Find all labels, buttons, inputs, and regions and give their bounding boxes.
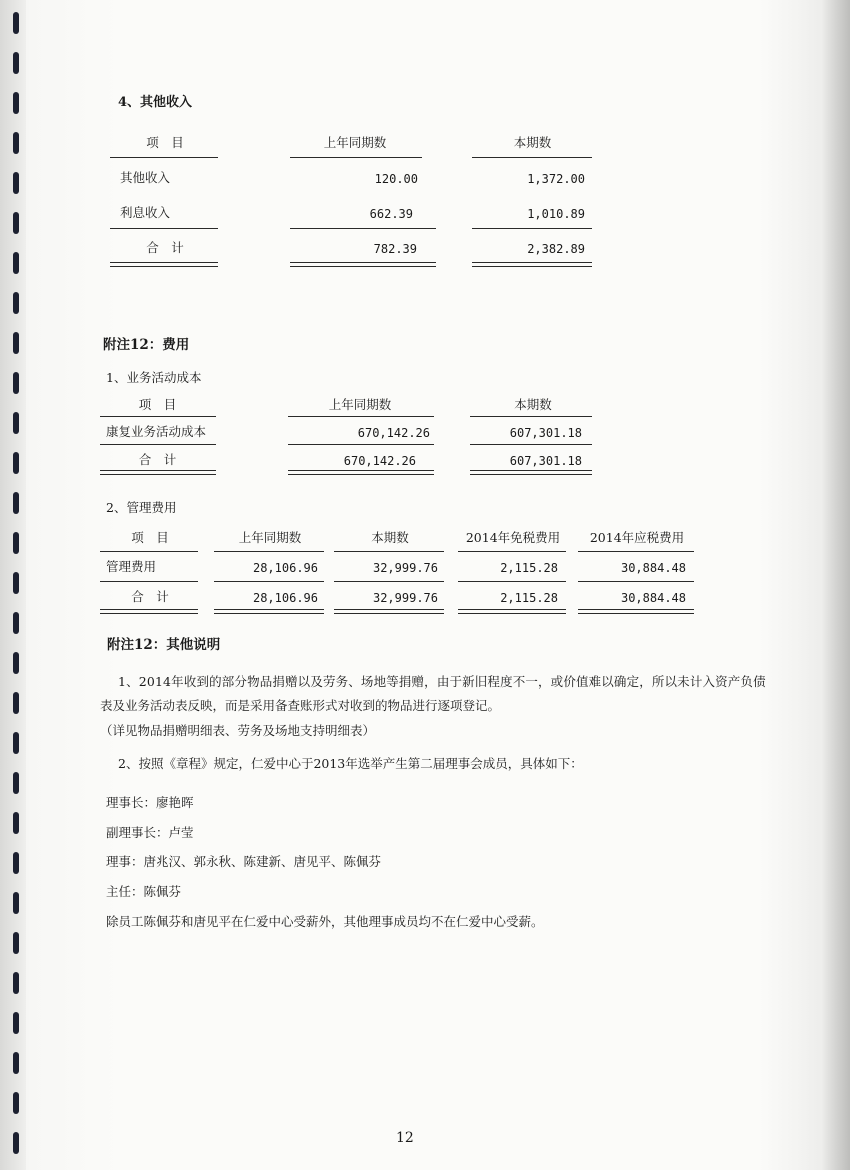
total-prev-value: 28,106.96 <box>252 591 318 605</box>
paragraph-salary-note: 除员工陈佩芬和唐见平在仁爱中心受薪外，其他理事成员均不在仁爱中心受薪。 <box>106 914 544 929</box>
total-current-value: 607,301.18 <box>509 454 582 468</box>
header-current-period: 本期数 <box>513 135 552 150</box>
paragraph-board-intro: 2、按照《章程》规定，仁爱中心于2013年选举产生第二届理事会成员，具体如下： <box>118 756 583 771</box>
header-underline <box>458 551 566 552</box>
binding-hole <box>13 1052 19 1074</box>
header-item: 项 目 <box>146 135 184 150</box>
header-underline <box>578 551 694 552</box>
binding-hole <box>13 132 19 154</box>
note-title-other-remarks: 附注12：其他说明 <box>107 637 221 653</box>
header-underline <box>334 551 444 552</box>
row-prev-value: 662.39 <box>369 207 413 221</box>
header-item: 项 目 <box>138 397 177 412</box>
binding-hole <box>13 332 19 354</box>
page-number: 12 <box>396 1130 414 1146</box>
binding-hole <box>13 932 19 954</box>
header-underline <box>100 416 216 417</box>
total-double-line <box>470 470 592 475</box>
row-prev-value: 120.00 <box>374 172 418 186</box>
subtotal-line <box>470 444 592 445</box>
total-double-line <box>110 262 218 267</box>
total-double-line <box>458 609 566 614</box>
binding-hole <box>13 812 19 834</box>
binding-hole <box>13 212 19 234</box>
binding-hole <box>13 492 19 514</box>
binding-hole <box>13 412 19 434</box>
binding-hole <box>13 52 19 74</box>
header-prev-period: 上年同期数 <box>238 530 302 545</box>
subtotal-line <box>458 581 566 582</box>
row-label: 康复业务活动成本 <box>106 424 207 439</box>
binding-hole <box>13 732 19 754</box>
binding-hole <box>13 892 19 914</box>
total-current-value: 2,382.89 <box>527 242 585 256</box>
subtotal-line <box>288 444 434 445</box>
binding-hole <box>13 772 19 794</box>
binding-hole <box>13 12 19 34</box>
binding-hole <box>13 1132 19 1154</box>
subsection-title-business-cost: 1、业务活动成本 <box>106 370 202 385</box>
binding-hole <box>13 572 19 594</box>
header-underline <box>470 416 592 417</box>
header-current-period: 本期数 <box>514 397 552 412</box>
binding-hole <box>13 612 19 634</box>
binding-hole <box>13 1012 19 1034</box>
binding-hole <box>13 372 19 394</box>
paragraph-donations-line3: （详见物品捐赠明细表、劳务及场地支持明细表） <box>100 723 376 738</box>
header-underline <box>472 157 592 158</box>
header-item: 项 目 <box>131 530 169 545</box>
paragraph-donations-line1: 1、2014年收到的部分物品捐赠以及劳务、场地等捐赠，由于新旧程度不一，或价值难以确定，所以未计入资产负债 <box>118 674 766 689</box>
row-prev-value: 28,106.96 <box>252 561 318 575</box>
binding-hole <box>13 92 19 114</box>
total-label: 合 计 <box>138 452 177 467</box>
section-title-other-income: 4、其他收入 <box>118 95 193 110</box>
subtotal-line <box>290 228 436 229</box>
row-prev-value: 670,142.26 <box>357 426 430 440</box>
total-current-value: 32,999.76 <box>372 591 438 605</box>
row-current-value: 1,372.00 <box>527 172 585 186</box>
total-double-line <box>214 609 324 614</box>
total-taxable-value: 30,884.48 <box>620 591 686 605</box>
total-prev-value: 782.39 <box>373 242 417 256</box>
subsection-title-admin-expenses: 2、管理费用 <box>106 500 177 515</box>
subtotal-line <box>110 228 218 229</box>
total-double-line <box>100 609 198 614</box>
total-prev-value: 670,142.26 <box>343 454 416 468</box>
row-label: 其他收入 <box>120 170 171 185</box>
binding-hole <box>13 972 19 994</box>
subtotal-line <box>100 581 198 582</box>
total-double-line <box>578 609 694 614</box>
binding-hole <box>13 452 19 474</box>
subtotal-line <box>100 444 216 445</box>
note-title-expenses: 附注12：费用 <box>103 337 190 353</box>
total-double-line <box>472 262 592 267</box>
subtotal-line <box>334 581 444 582</box>
board-directors: 理事：唐兆汉、郭永秋、陈建新、唐见平、陈佩芬 <box>106 854 382 869</box>
row-label: 管理费用 <box>106 559 157 574</box>
total-double-line <box>290 262 436 267</box>
total-exempt-value: 2,115.28 <box>500 591 558 605</box>
header-underline <box>110 157 218 158</box>
subtotal-line <box>472 228 592 229</box>
header-exempt-expense: 2014年免税费用 <box>465 530 561 545</box>
header-underline <box>288 416 434 417</box>
binding-hole <box>13 852 19 874</box>
total-double-line <box>334 609 444 614</box>
row-label: 利息收入 <box>120 205 171 220</box>
row-current-value: 607,301.18 <box>509 426 582 440</box>
paragraph-donations-line2: 表及业务活动表反映，而是采用备查账形式对收到的物品进行逐项登记。 <box>100 698 501 713</box>
page-edge-shadow <box>822 0 850 1170</box>
subtotal-line <box>578 581 694 582</box>
header-underline <box>290 157 422 158</box>
total-double-line <box>288 470 434 475</box>
header-underline <box>214 551 324 552</box>
binding-hole <box>13 252 19 274</box>
binding-hole <box>13 652 19 674</box>
board-chair: 理事长：廖艳晖 <box>106 795 194 810</box>
header-taxable-expense: 2014年应税费用 <box>589 530 685 545</box>
subtotal-line <box>214 581 324 582</box>
header-underline <box>100 551 198 552</box>
row-taxable-value: 30,884.48 <box>620 561 686 575</box>
row-exempt-value: 2,115.28 <box>500 561 558 575</box>
row-current-value: 1,010.89 <box>527 207 585 221</box>
binding-hole <box>13 532 19 554</box>
binding-hole <box>13 1092 19 1114</box>
header-current-period: 本期数 <box>371 530 409 545</box>
row-current-value: 32,999.76 <box>372 561 438 575</box>
binding-hole <box>13 292 19 314</box>
binding-hole <box>13 692 19 714</box>
binding-hole <box>13 172 19 194</box>
total-label: 合 计 <box>131 589 169 604</box>
total-double-line <box>100 470 216 475</box>
header-prev-period: 上年同期数 <box>328 397 392 412</box>
center-director: 主任：陈佩芬 <box>106 884 182 899</box>
board-vice-chair: 副理事长：卢莹 <box>106 825 194 840</box>
header-prev-period: 上年同期数 <box>323 135 387 150</box>
total-label: 合 计 <box>146 240 184 255</box>
